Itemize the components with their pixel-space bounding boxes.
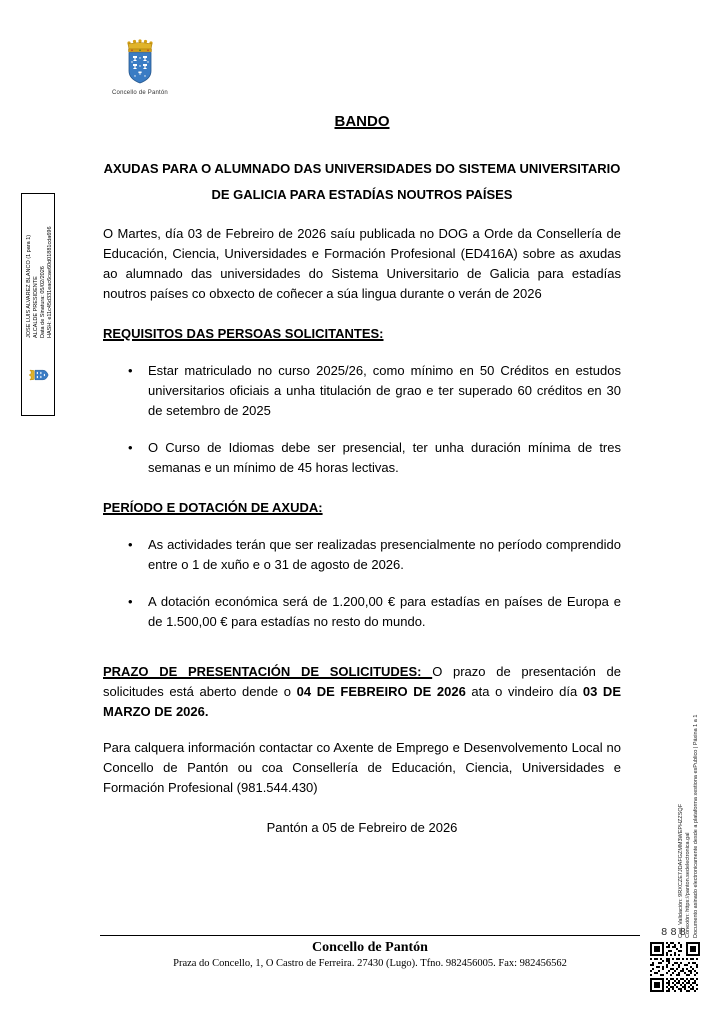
signature-crest-icon	[28, 364, 50, 391]
signature-date: Data de Sinatura: 05/02/2026	[40, 266, 46, 338]
contact-paragraph: Para calquera información contactar co Axente de Emprego e Desenvolvemento Local no Concello de Pantón ou coa Consellería de Educación, Ciencia, Universidades e Formación Profesional (981.544.430)	[103, 740, 621, 795]
qr-code	[648, 942, 702, 997]
bullet-text: O Curso de Idiomas debe ser presencial, ter unha duración mínima de tres semanas e un mínimo de 45 horas lectivas.	[148, 440, 621, 475]
page-footer	[100, 935, 640, 969]
signature-stamp-text	[26, 198, 54, 338]
validation-platform: Documento asinado electronicamente desde a plataforma xestiona esPublico | Páxina 1 a 1	[692, 714, 699, 938]
deadline-date-end: 03 DE MARZO DE 2026.	[103, 684, 621, 719]
deadline-text-2: ata o vindeiro día	[465, 684, 583, 699]
municipal-logo	[100, 38, 180, 96]
bullet-icon: •	[128, 594, 133, 609]
intro-paragraph: O Martes, día 03 de Febreiro de 2026 saíu publicada no DOG a Orde da Consellería de Educación, Ciencia, Universidades e Formación Profesional (ED416A) sobre as axudas ao alumnado das universidades do Sistema Universitario de Galicia para estadías noutros países co obxecto de coñecer a súa lingua durante o verán de 2026	[103, 226, 621, 301]
signature-hash: HASH: e11c45d331eac6cae60d01881cda696	[47, 226, 53, 338]
bullet-icon: •	[128, 363, 133, 378]
bullet-icon: •	[128, 440, 133, 455]
list-item	[103, 361, 621, 421]
deadline-paragraph	[103, 662, 621, 722]
footer-entity-name: Concello de Pantón	[312, 940, 428, 955]
document-body	[103, 112, 621, 838]
signer-name: JOSE LUIS ALVAREZ BLANCO (1 para 1)	[26, 234, 32, 338]
deadline-date-start: 04 DE FEBREIRO DE 2026	[296, 684, 466, 699]
logo-caption: Concello de Pantón	[112, 90, 168, 96]
document-title: BANDO	[334, 113, 390, 130]
list-item	[103, 592, 621, 632]
dateline: Pantón a 05 de Febreiro de 2026	[266, 820, 458, 835]
coat-of-arms-icon	[100, 38, 180, 88]
validation-url: Conexión: https://panton.sedelectronica.gal	[685, 832, 692, 938]
document-heading: AXUDAS PARA O ALUMNADO DAS UNIVERSIDADES DO SISTEMA UNIVERSITARIO DE GALICIA PARA ESTADÍAS NOUTROS PAÍSES	[103, 161, 621, 202]
bullet-text: As actividades terán que ser realizadas presencialmente no período comprendido entre o 1 de xuño e o 31 de agosto de 2026.	[148, 537, 621, 572]
list-item	[103, 438, 621, 478]
deadline-label: PRAZO DE PRESENTACIÓN DE SOLICITUDES:	[103, 664, 433, 679]
validation-stamp-text	[678, 608, 700, 938]
signer-role: ALCALDE PRESIDENTE	[33, 276, 39, 338]
bullet-icon: •	[128, 537, 133, 552]
validation-code: Cod. Validación: 9RXCZE7JDAFGZMM3WEPHZZSQF	[678, 803, 684, 938]
seal-icons: 888	[660, 927, 690, 938]
bullet-text: A dotación económica será de 1.200,00 € para estadías en países de Europa e de 1.500,00 € para estadías no resto do mundo.	[148, 594, 621, 629]
list-item	[103, 535, 621, 575]
section-heading-requisitos: REQUISITOS DAS PERSOAS SOLICITANTES:	[103, 326, 384, 341]
verification-block	[648, 927, 702, 997]
footer-address: Praza do Concello, 1, O Castro de Ferreira. 27430 (Lugo). Tfno. 982456005. Fax: 982456562	[173, 958, 567, 969]
deadline-text-1: O prazo de presentación de solicitudes está aberto dende o	[103, 664, 621, 699]
section-heading-periodo: PERÍODO E DOTACIÓN DE AXUDA:	[103, 500, 323, 515]
bullet-text: Estar matriculado no curso 2025/26, como mínimo en 50 Créditos en estudos universitarios oficiais a unha titulación de grao e ter superado 60 créditos en 30 de setembro de 2025	[148, 363, 621, 418]
